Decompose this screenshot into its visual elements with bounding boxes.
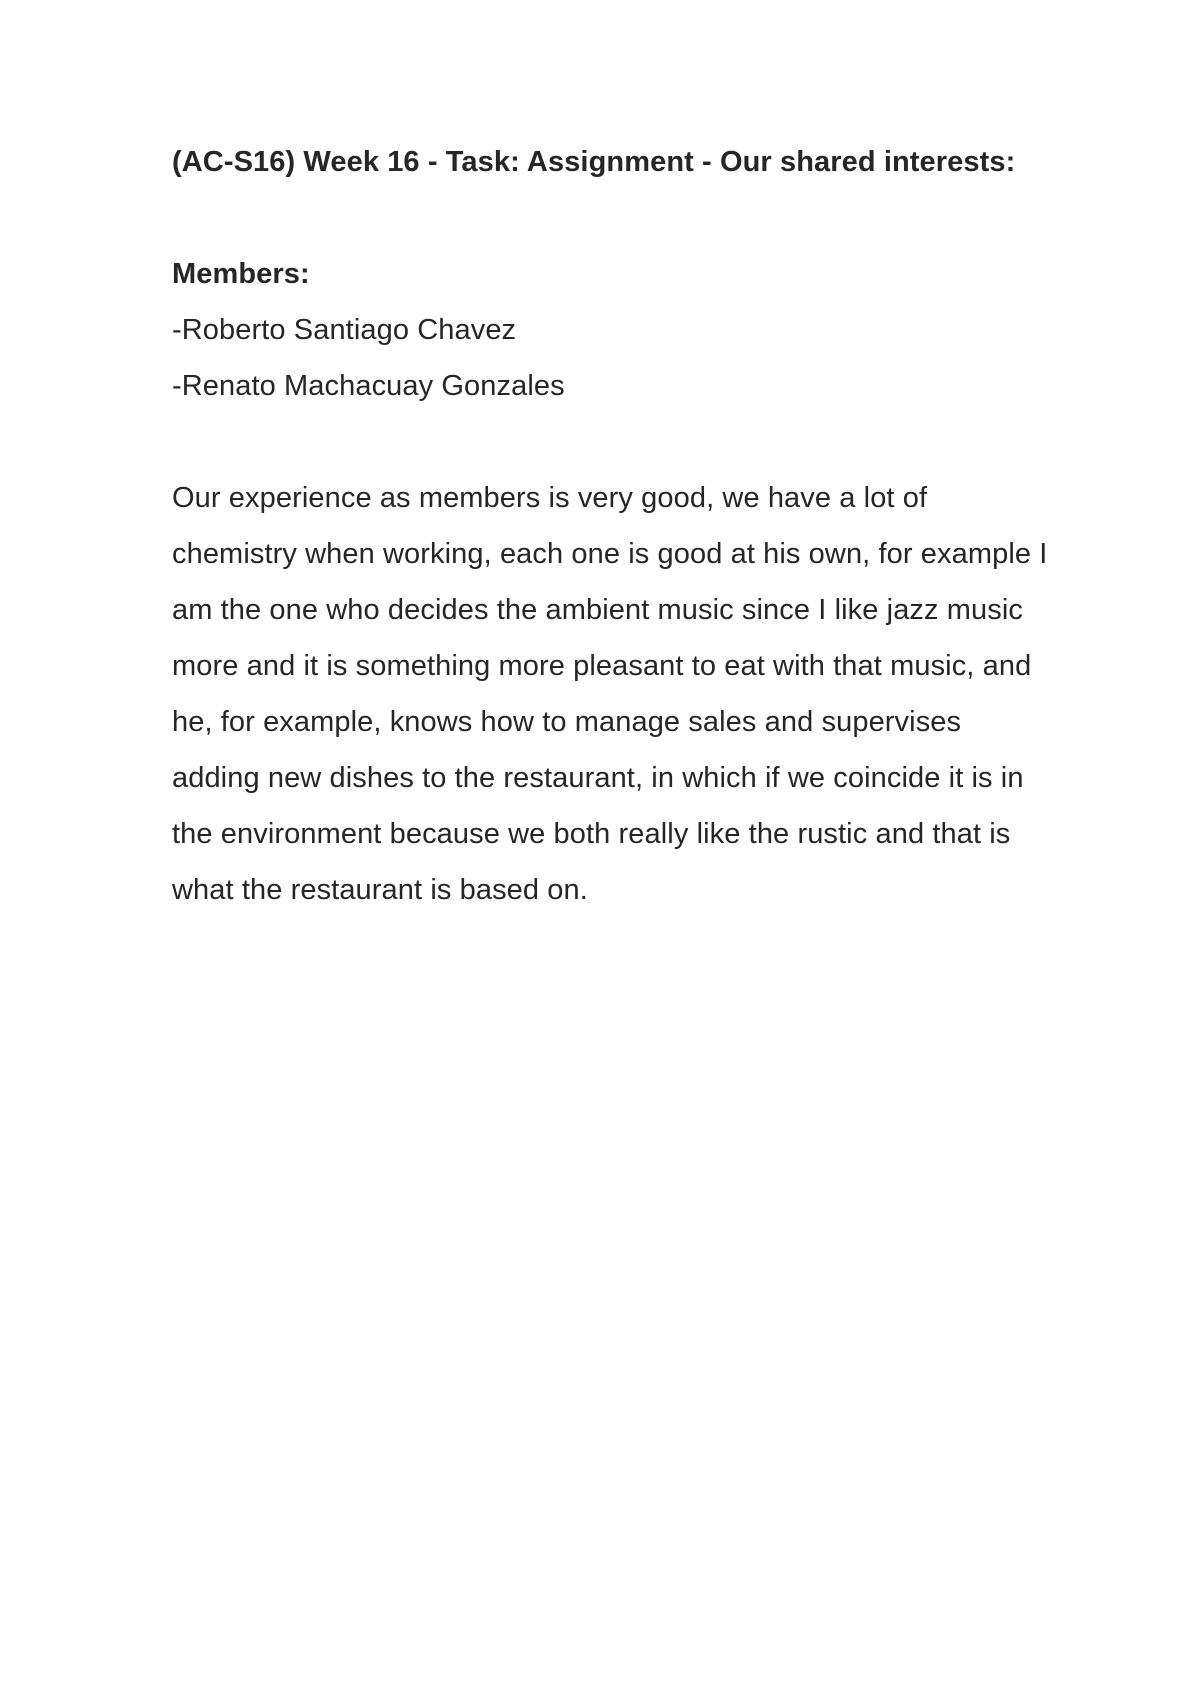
- blank-line: [172, 190, 1052, 246]
- blank-line: [172, 414, 1052, 470]
- member-item: -Roberto Santiago Chavez: [172, 314, 517, 346]
- member-item: -Renato Machacuay Gonzales: [172, 370, 565, 402]
- document-title: (AC-S16) Week 16 - Task: Assignment - Our shared interests:: [172, 146, 1016, 178]
- members-heading: Members:: [172, 258, 310, 290]
- member-list: [172, 302, 1052, 414]
- document-body: [172, 134, 1052, 918]
- experience-paragraph: Our experience as members is very good, we have a lot of chemistry when working, each one is good at his own, for example I am the one who decides the ambient music since I like jazz music more and it is something more pleasant to eat with that music, and he, for example, knows how to manage sales and supervises adding new dishes to the restaurant, in which if we coincide it is in the environment because we both really like the rustic and that is what the restaurant is based on.: [172, 482, 1048, 906]
